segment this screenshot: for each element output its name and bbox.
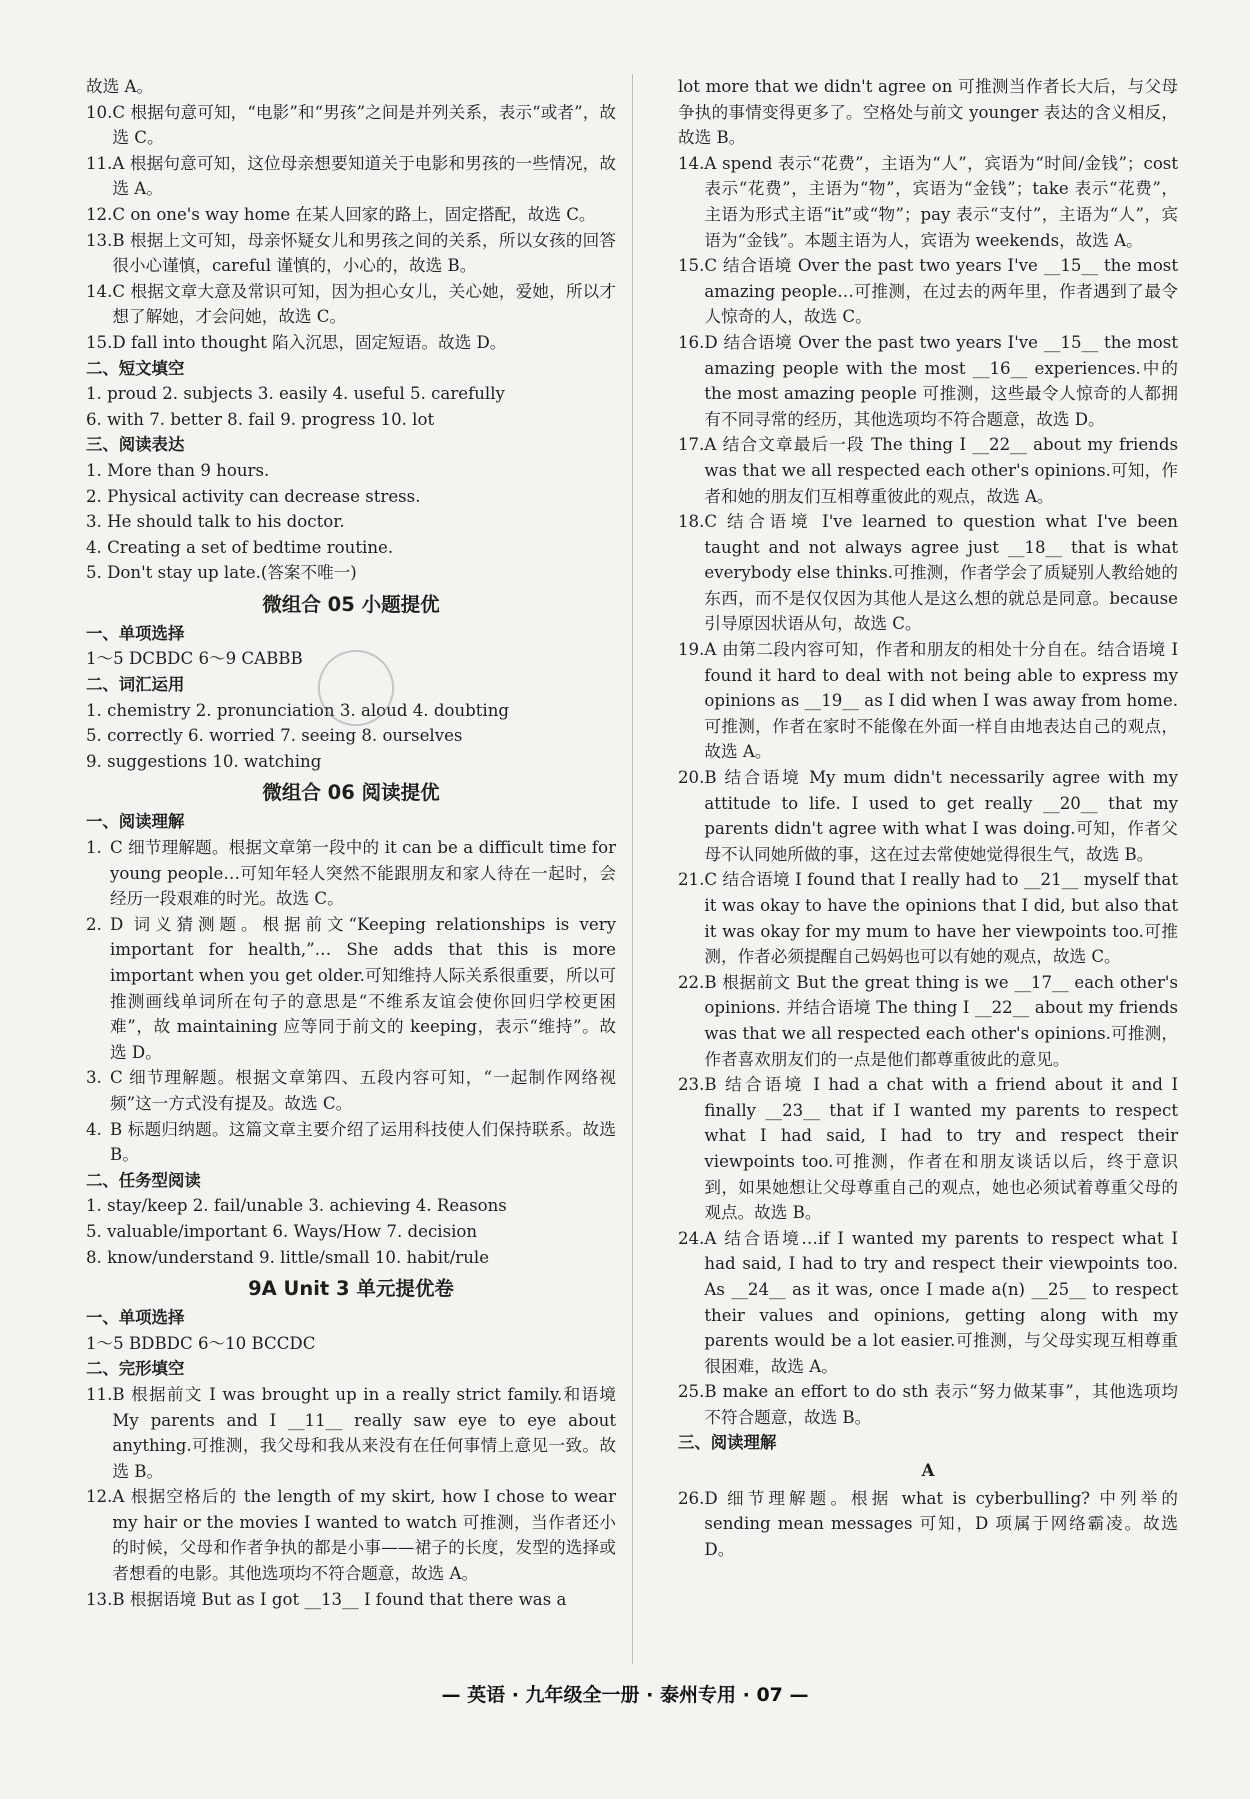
item-text: B 标题归纳题。这篇文章主要介绍了运用科技使人们保持联系。故选 B。 [110, 1119, 616, 1165]
text-line: 9. suggestions 10. watching [86, 751, 322, 771]
answer-item [86, 835, 616, 912]
item-number: 17. [678, 435, 705, 455]
item-text: C on one's way home 在某人回家的路上，固定搭配，故选 C。 [112, 204, 596, 224]
text-line: lot more that we didn't agree on 可推测当作者长大后，与父母争执的事情变得更多了。空格处与前文 younger 表达的含义相反，故选 B。 [678, 77, 1178, 148]
item-number: 15. [678, 256, 705, 276]
item-number: 12. [86, 1487, 113, 1507]
right-column [678, 74, 1178, 1562]
answer-item [678, 509, 1178, 637]
item-text: C 结合语境 Over the past two years I've __15__ the most amazing people…可推测，在过去的两年里，作者遇到了最令人惊奇的人，故选 C。 [704, 256, 1178, 327]
item-number: 11. [86, 153, 113, 173]
section-heading: 二、完形填空 [86, 1359, 185, 1379]
item-number: 24. [678, 1228, 705, 1248]
left-column [86, 74, 616, 1612]
text-line: 1. chemistry 2. pronunciation 3. aloud 4. doubting [86, 700, 510, 720]
section-title: 9A Unit 3 单元提优卷 [248, 1277, 454, 1301]
item-text: B 根据前文 But the great thing is we __17__ each other's opinions. 并结合语境 The thing I __22__ about my friends was that we all respected each other's opinions.可推测，作者喜欢朋友们的一点是他们都尊重彼此的意见。 [704, 972, 1178, 1069]
item-text: A 根据空格后的 the length of my skirt, how I chose to wear my hair or the movies I wanted to watch 可推测，当作者还小的时候，父母和作者争执的都是小事——裙子的长度，发型的选择或者想看的电影。其他选项均不符合题意，故选 A。 [112, 1487, 616, 1584]
answer-item [678, 637, 1178, 765]
text-line: 4. Creating a set of bedtime routine. [86, 537, 394, 557]
item-number: 18. [678, 512, 705, 532]
answer-item [86, 151, 616, 202]
answer-item [86, 100, 616, 151]
item-number: 13. [86, 230, 113, 250]
item-number: 4. [86, 1119, 102, 1139]
item-text: C 结合语境 I've learned to question what I've been taught and not always agree just __18__ that is what everybody else thinks.可推测，作者学会了质疑别人教给她的东西，而不是仅仅因为其他人是这么想的就总是同意。because 引导原因状语从句，故选 C。 [704, 512, 1178, 634]
item-number: 20. [678, 768, 705, 788]
item-number: 1. [86, 838, 102, 858]
section-title: 微组合 05 小题提优 [262, 592, 440, 616]
item-text: A 由第二段内容可知，作者和朋友的相处十分自在。结合语境 I found it hard to deal with not being able to express my opinions as __19__ as I did when I was away from home.可推测，作者在家时不能像在外面一样自由地表达自己的观点，故选 A。 [704, 640, 1178, 762]
item-number: 21. [678, 870, 705, 890]
section-heading: 三、阅读表达 [86, 435, 185, 455]
text-line: 5. correctly 6. worried 7. seeing 8. ourselves [86, 726, 463, 746]
item-text: C 细节理解题。根据文章第四、五段内容可知，“一起制作网络视频”这一方式没有提及。故选 C。 [110, 1068, 616, 1113]
answer-item [678, 1486, 1178, 1563]
answer-item [678, 970, 1178, 1072]
item-number: 22. [678, 972, 705, 992]
text-line: 1～5 DCBDC 6～9 CABBB [86, 649, 303, 669]
item-text: D 结合语境 Over the past two years I've __15__ the most amazing people with the most __16__ experiences.中的 the most amazing people 可推测，这些最令人惊奇的人都拥有不同寻常的经历，其他选项均不符合题意，故选 D。 [704, 332, 1178, 429]
item-number: 10. [86, 102, 113, 122]
item-text: D 词义猜测题。根据前文“Keeping relationships is very important for health,”… She adds that this is more important when you get older.可知维持人际关系很重要，所以可推测画线单词所在句子的意思是“不维系友谊会使你回归学校更困难”，故 maintaining 应等同于前文的 keeping，表示“维持”。故选 D。 [110, 914, 616, 1062]
column-divider [632, 74, 633, 1664]
item-number: 14. [86, 281, 113, 301]
item-text: A 根据句意可知，这位母亲想要知道关于电影和男孩的一些情况，故选 A。 [112, 153, 616, 199]
answer-item [86, 1484, 616, 1586]
answer-item [678, 1072, 1178, 1226]
answer-item [678, 1379, 1178, 1430]
item-number: 26. [678, 1488, 705, 1508]
answer-item [86, 1117, 616, 1168]
item-number: 14. [678, 153, 705, 173]
answer-item [86, 202, 616, 228]
answer-item [678, 330, 1178, 432]
section-heading: 二、词汇运用 [86, 675, 185, 695]
section-heading: 三、阅读理解 [678, 1433, 777, 1453]
text-line: 2. Physical activity can decrease stress. [86, 486, 421, 506]
item-text: C 细节理解题。根据文章第一段中的 it can be a difficult time for young people…可知年轻人突然不能跟朋友和家人待在一起时，会经历一段艰难的时光。故选 C。 [110, 838, 616, 909]
section-heading: 一、单项选择 [86, 623, 185, 643]
answer-item [86, 1587, 616, 1613]
text-line: 1. proud 2. subjects 3. easily 4. useful 5. carefully [86, 384, 505, 404]
text-line: 3. He should talk to his doctor. [86, 512, 345, 532]
section-title: 微组合 06 阅读提优 [262, 781, 440, 805]
answer-item [86, 330, 616, 356]
item-number: 23. [678, 1075, 705, 1095]
item-number: 13. [86, 1589, 113, 1609]
section-heading: A [921, 1460, 935, 1481]
item-text: B make an effort to do sth 表示“努力做某事”，其他选项均不符合题意，故选 B。 [704, 1382, 1178, 1427]
section-heading: 一、阅读理解 [86, 812, 185, 832]
answer-item [678, 765, 1178, 867]
text-line: 1. More than 9 hours. [86, 460, 270, 480]
item-text: B 根据前文 I was brought up in a really strict family.和语境 My parents and I __11__ really saw eye to eye about anything.可推测，我父母和我从来没有在任何事情上意见一致。故选 B。 [112, 1384, 616, 1481]
section-heading: 一、单项选择 [86, 1308, 185, 1328]
item-text: B 结合语境 I had a chat with a friend about it and I finally __23__ that if I wanted my parents to respect what I had said, I had to try and respect their viewpoints too.可推测，作者在和朋友谈话以后，终于意识到，如果她想让父母尊重自己的观点，她也必须试着尊重父母的观点。故选 B。 [704, 1075, 1178, 1223]
item-text: A spend 表示“花费”，主语为“人”，宾语为“时间/金钱”；cost 表示“花费”，主语为“物”，宾语为“金钱”；take 表示“花费”，主语为形式主语“it”或“物”；pay 表示“支付”，主语为“人”，宾语为“金钱”。本题主语为人，宾语为 weekends，故选 A。 [704, 153, 1178, 250]
item-text: A 结合语境…if I wanted my parents to respect what I had said, I had to try and respect their viewpoints too. As __24__ as it was, once I made a(n) __25__ to respect their values and opinions, getting along with my parents would be a lot easier.可推测，与父母实现互相尊重很困难，故选 A。 [704, 1228, 1178, 1376]
item-text: C 结合语境 I found that I really had to __21__ myself that it was okay to have the opinions that I did, but also that it was okay for my mum to have her viewpoints too.可推测，作者必须提醒自己妈妈也可以有她的观点，故选 C。 [704, 870, 1178, 967]
item-text: C 根据句意可知，“电影”和“男孩”之间是并列关系，表示“或者”，故选 C。 [112, 102, 616, 148]
text-line: 故选 A。 [86, 77, 154, 96]
item-text: D 细节理解题。根据 what is cyberbulling? 中列举的 sending mean messages 可知，D 项属于网络霸凌。故选 D。 [704, 1488, 1178, 1559]
answer-item [678, 867, 1178, 969]
answer-item [678, 432, 1178, 509]
item-number: 3. [86, 1068, 102, 1088]
item-number: 16. [678, 332, 705, 352]
section-heading: 二、任务型阅读 [86, 1170, 201, 1190]
answer-item [86, 228, 616, 279]
section-heading: 二、短文填空 [86, 358, 185, 378]
text-line: 8. know/understand 9. little/small 10. habit/rule [86, 1247, 490, 1267]
text-line: 6. with 7. better 8. fail 9. progress 10. lot [86, 409, 435, 429]
text-line: 1. stay/keep 2. fail/unable 3. achieving 4. Reasons [86, 1196, 507, 1216]
answer-item [678, 253, 1178, 330]
item-text: A 结合文章最后一段 The thing I __22__ about my friends was that we all respected each other's opinions.可知，作者和她的朋友们互相尊重彼此的观点，故选 A。 [704, 435, 1178, 506]
item-text: B 根据上文可知，母亲怀疑女儿和男孩之间的关系，所以女孩的回答很小心谨慎，careful 谨慎的，小心的，故选 B。 [112, 230, 616, 276]
answer-item [86, 1065, 616, 1116]
answer-item [678, 151, 1178, 253]
text-line: 1～5 BDBDC 6～10 BCCDC [86, 1333, 316, 1353]
item-number: 11. [86, 1384, 113, 1404]
page-footer: — 英语 · 九年级全一册 · 泰州专用 · 07 — [441, 1684, 809, 1706]
item-text: D fall into thought 陷入沉思，固定短语。故选 D。 [112, 332, 507, 352]
item-text: B 结合语境 My mum didn't necessarily agree with my attitude to life. I used to get really __20__ that my parents didn't agree with what I was doing.可知，作者父母不认同她所做的事，这在过去常使她觉得很生气，故选 B。 [704, 768, 1178, 864]
item-number: 2. [86, 914, 102, 934]
answer-item [86, 912, 616, 1066]
text-line: 5. valuable/important 6. Ways/How 7. decision [86, 1221, 478, 1241]
answer-item [86, 279, 616, 330]
answer-item [678, 1226, 1178, 1380]
answer-item [86, 1382, 616, 1484]
item-text: B 根据语境 But as I got __13__ I found that there was a [112, 1589, 567, 1609]
item-text: C 根据文章大意及常识可知，因为担心女儿，关心她，爱她，所以才想了解她，才会问她，故选 C。 [112, 281, 616, 327]
item-number: 12. [86, 204, 113, 224]
item-number: 25. [678, 1382, 705, 1402]
text-line: 5. Don't stay up late.(答案不唯一) [86, 563, 357, 583]
item-number: 15. [86, 332, 113, 352]
item-number: 19. [678, 640, 705, 660]
